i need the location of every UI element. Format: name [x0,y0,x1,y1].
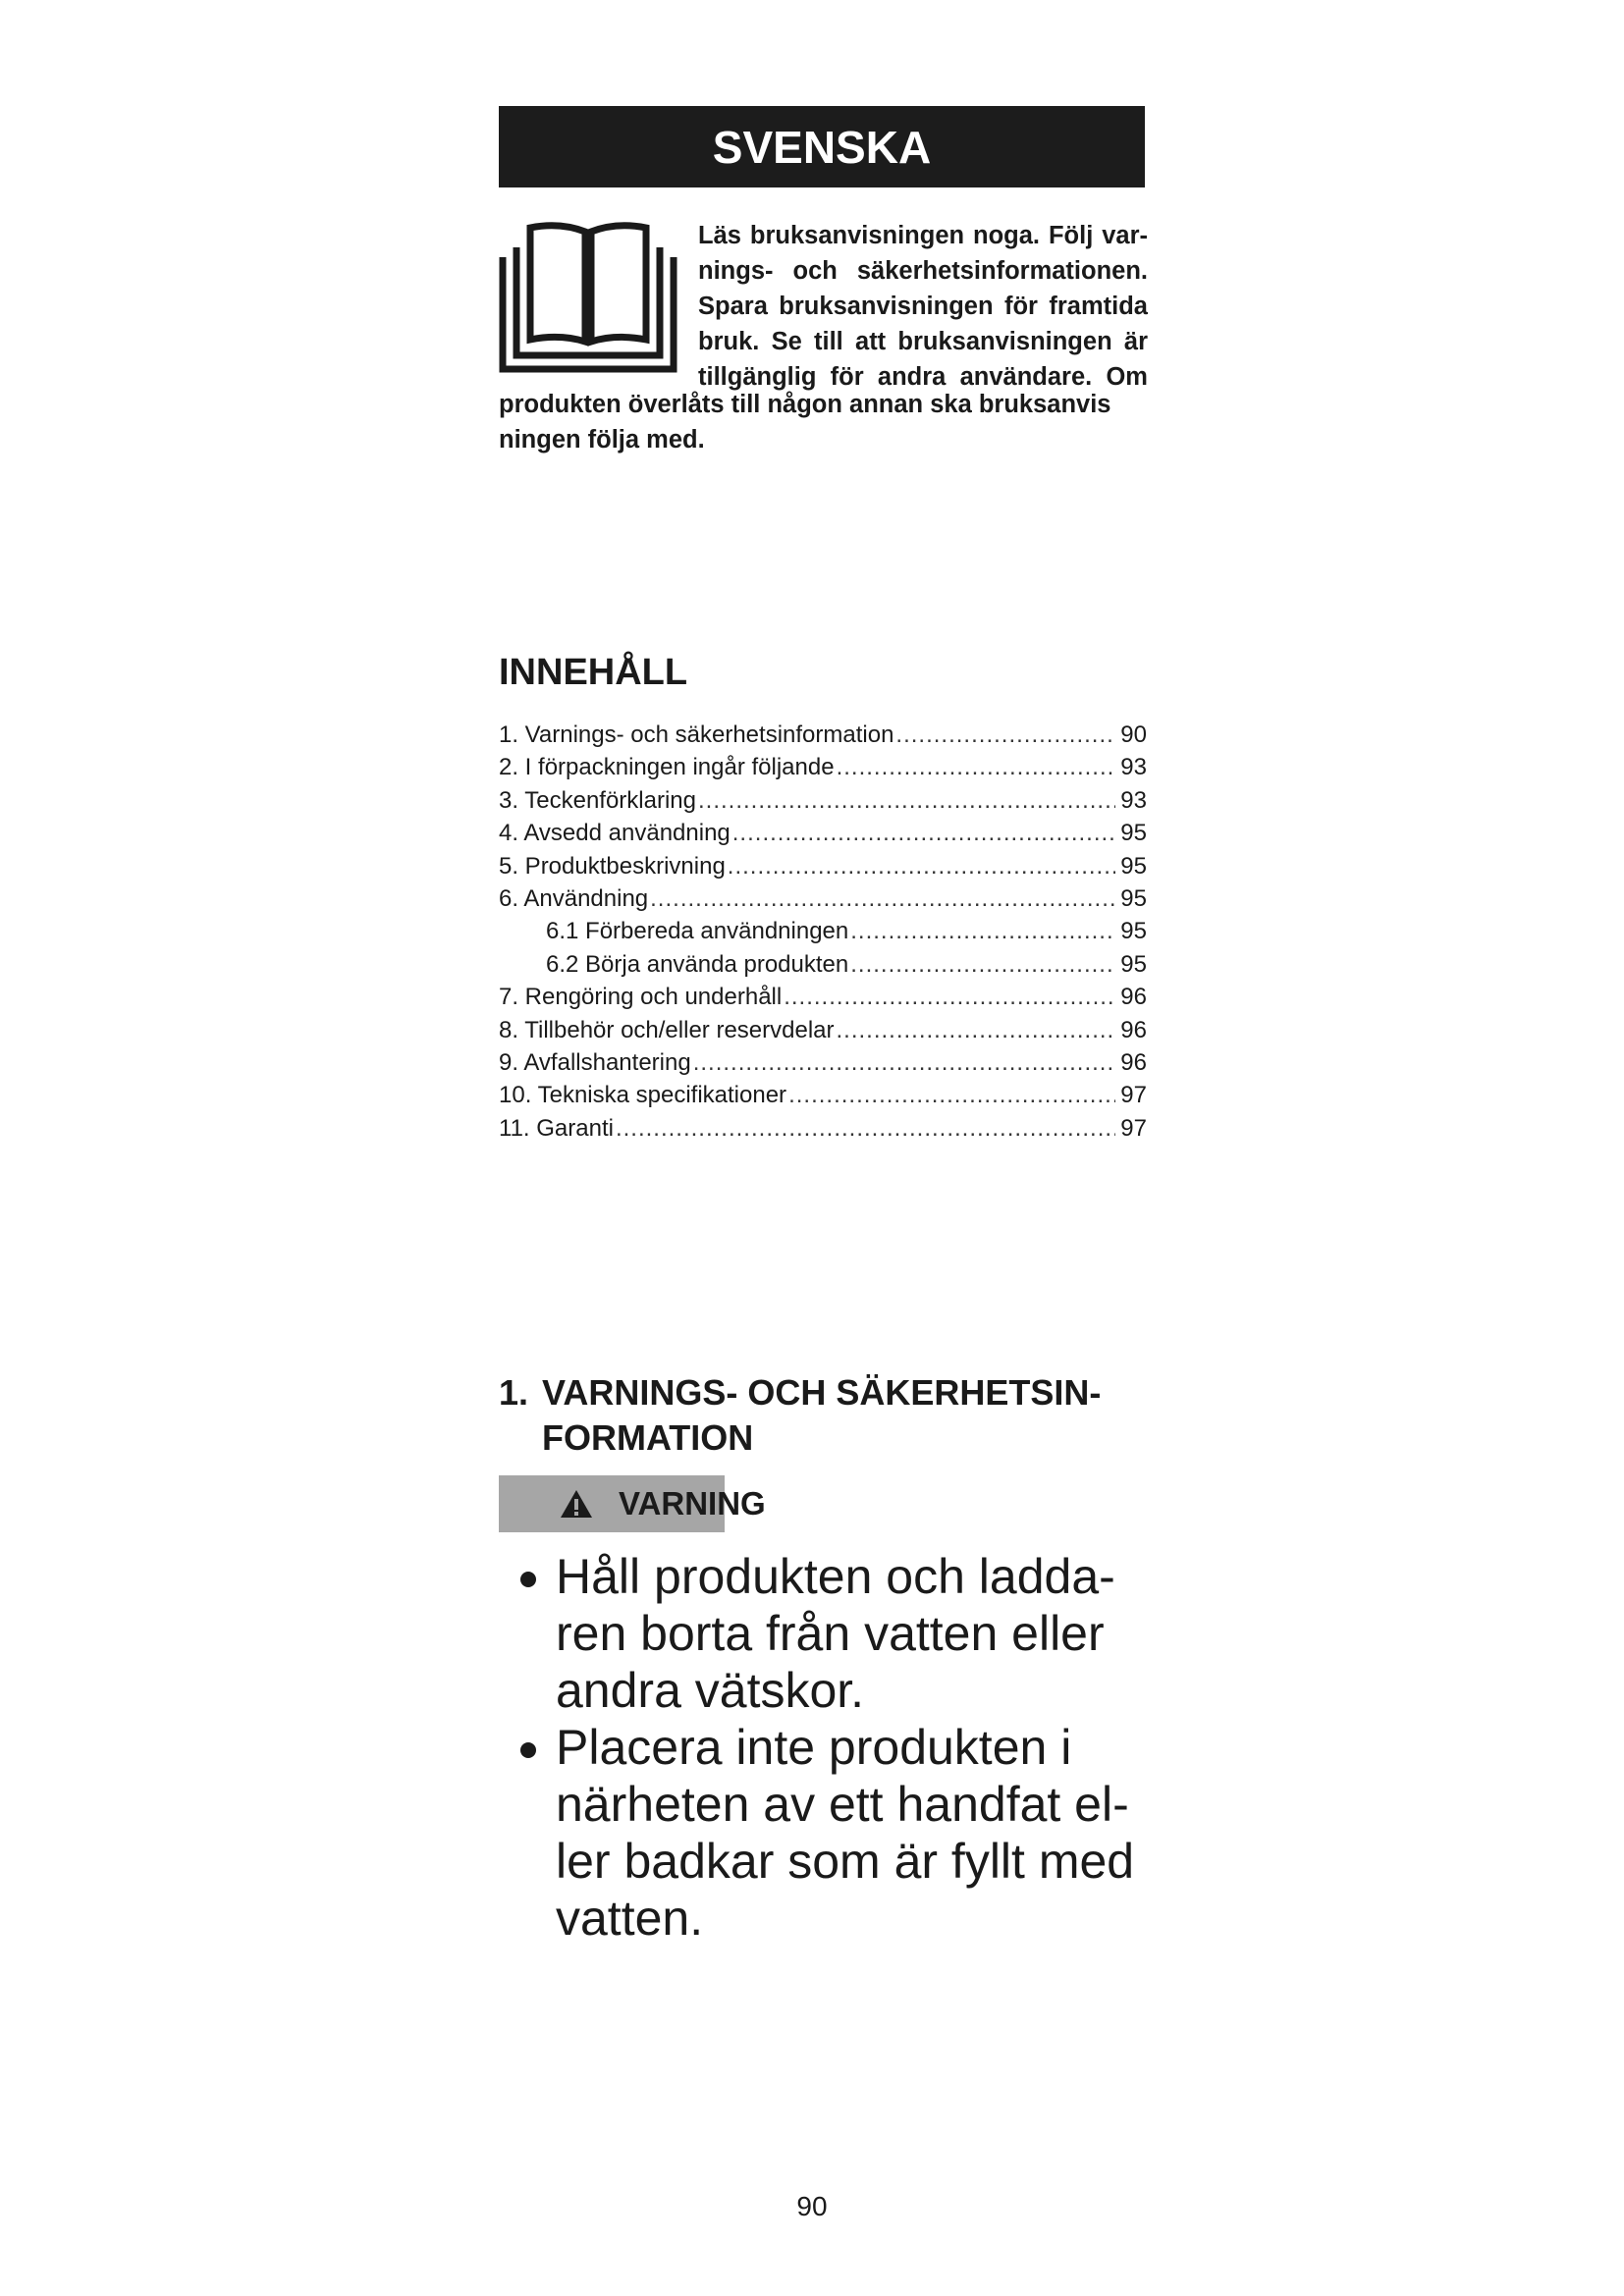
language-title: SVENSKA [712,121,932,173]
bullet-text: närheten av ett handfat el- [556,1777,1129,1832]
toc-entry[interactable] [499,719,1147,751]
toc-entry-page: 95 [1120,852,1147,880]
toc-entry-page: 95 [1120,950,1147,978]
toc-entry-label: 4. Avsedd användning [499,820,731,847]
toc-entry-page: 95 [1120,884,1147,912]
bullet-text: andra vätskor. [556,1663,865,1718]
toc-title: INNEHÅLL [499,652,688,693]
toc-entry[interactable] [499,882,1147,915]
toc-entry-label: 10. Tekniska specifikationer [499,1082,787,1109]
toc-entry-page: 95 [1120,918,1147,945]
intro-line: tillgänglig för andra användare. Om [698,363,1148,391]
bullet-icon [520,1572,536,1587]
toc-entry[interactable] [499,981,1147,1013]
page-number: 90 [796,2191,828,2221]
bullet-text: ren borta från vatten eller [556,1606,1105,1661]
toc-entry-page: 90 [1120,721,1147,748]
open-book-icon [499,218,677,375]
bullet-text: ler badkar som är fyllt med [556,1834,1135,1889]
toc-entry[interactable] [499,1112,1147,1145]
toc-entry[interactable] [499,850,1147,882]
intro-line: Spara bruksanvisningen för framtida [698,293,1148,320]
toc-subentry[interactable] [499,915,1147,947]
toc-entry-page: 93 [1120,786,1147,814]
toc-entry-label: 8. Tillbehör och/eller reservdelar [499,1016,835,1043]
toc-entry[interactable] [499,1014,1147,1046]
intro-line: Läs bruksanvisningen noga. Följ var- [698,222,1148,249]
toc-entry-label: 5. Produktbeskrivning [499,852,726,880]
intro-line: ningen följa med. [499,426,705,454]
section-heading [499,1370,1101,1461]
warning-triangle-icon [560,1489,593,1519]
toc-entry-page: 97 [1120,1082,1147,1109]
bullet-text: Placera inte produkten i [556,1720,1072,1775]
toc-entry-page: 96 [1120,1048,1147,1076]
language-banner [499,106,1145,187]
bullet-icon [520,1742,536,1758]
toc-entry-label: 2. I förpackningen ingår följande [499,754,835,781]
toc-entry[interactable] [499,1046,1147,1079]
bullet-text: Håll produkten och ladda- [556,1549,1115,1604]
warning-label [560,1475,766,1532]
toc-entry-label: 9. Avfallshantering [499,1048,691,1076]
toc-entry[interactable] [499,1079,1147,1111]
toc-entry-page: 93 [1120,754,1147,781]
toc-entry-label: 1. Varnings- och säkerhetsinformation [499,721,894,748]
section-number: 1. [499,1372,529,1413]
intro-line: bruk. Se till att bruksanvisningen är [698,328,1148,355]
toc-entry-label: 6.2 Börja använda produkten [546,950,849,978]
toc-entry-label: 7. Rengöring och underhåll [499,984,783,1011]
toc-subentry[interactable] [499,948,1147,981]
toc-entry-page: 96 [1120,1016,1147,1043]
toc-entry[interactable] [499,817,1147,849]
toc-entry-label: 6. Användning [499,884,649,912]
intro-line: produkten överlåts till någon annan ska bruksanvis [499,391,1111,418]
toc-entry-label: 6.1 Förbereda användningen [546,918,849,945]
toc-entry-page: 97 [1120,1114,1147,1142]
warning-text: VARNING [619,1485,766,1522]
section-title-line1: VARNINGS- OCH SÄKERHETSIN- [542,1372,1102,1413]
section-title-line2: FORMATION [542,1417,754,1458]
toc-entry-page: 96 [1120,984,1147,1011]
toc-entry-label: 3. Teckenförklaring [499,786,696,814]
bullet-text: vatten. [556,1891,704,1946]
warning-bullet [520,1719,1149,1947]
warning-bullet [520,1548,1149,1719]
toc-entry-page: 95 [1120,820,1147,847]
toc-entry[interactable] [499,751,1147,783]
table-of-contents [499,719,1147,1145]
toc-entry[interactable] [499,784,1147,817]
toc-entry-label: 11. Garanti [499,1114,614,1142]
intro-line: nings- och säkerhetsinformationen. [698,257,1148,285]
